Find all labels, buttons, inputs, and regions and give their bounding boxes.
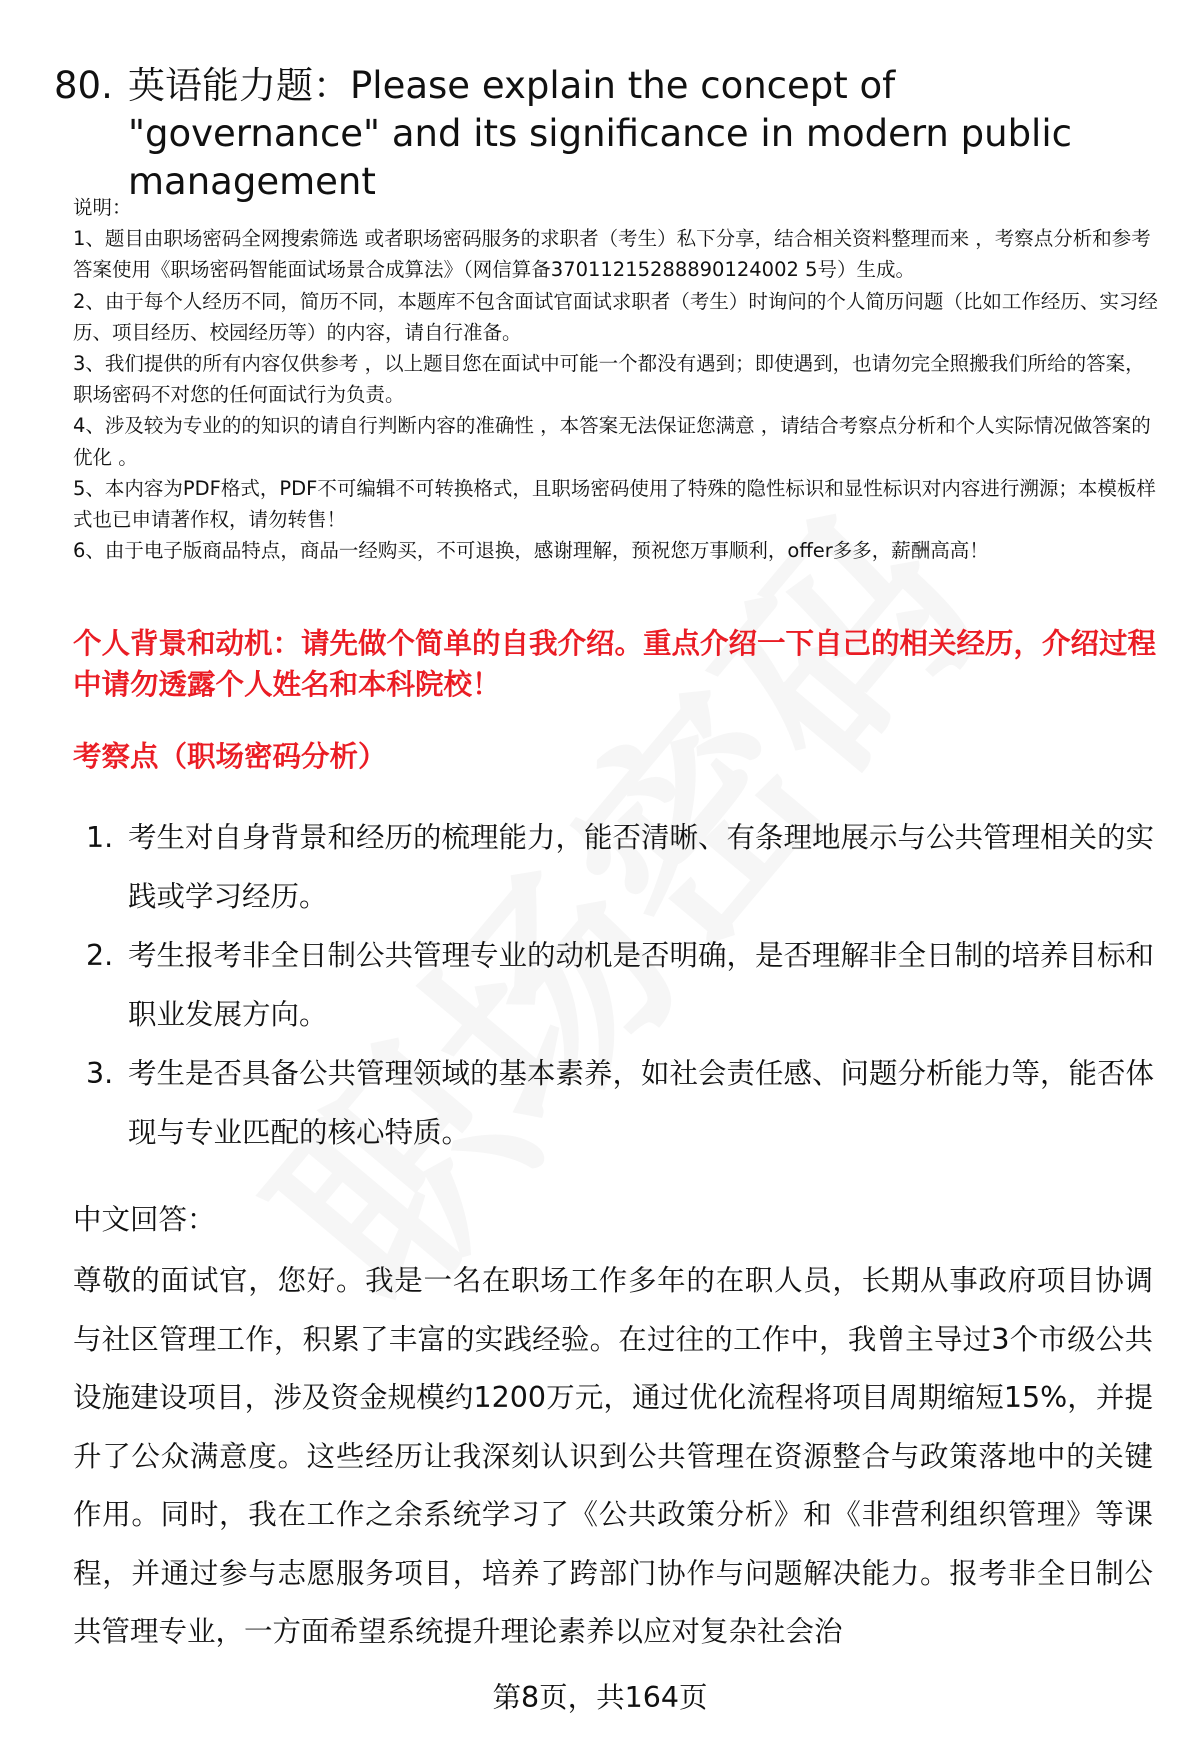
point-number: 3. xyxy=(86,1057,114,1090)
analysis-point xyxy=(86,1044,1166,1162)
point-number: 2. xyxy=(86,939,114,972)
analysis-heading: 考察点（职场密码分析） xyxy=(73,740,387,773)
analysis-point xyxy=(86,808,1166,926)
point-text: 考生是否具备公共管理领域的基本素养，如社会责任感、问题分析能力等，能否体现与专业匹配的核心特质。 xyxy=(128,1057,1155,1149)
answer-text: 尊敬的面试官，您好。我是一名在职场工作多年的在职人员，长期从事政府项目协调与社区管理工作，积累了丰富的实践经验。在过往的工作中，我曾主导过3个市级公共设施建设项目，涉及资金规模约1200万元，通过优化流程将项目周期缩短15%，并提升了公众满意度。这些经历让我深刻认识到公共管理在资源整合与政策落地中的关键作用。同时，我在工作之余系统学习了《公共政策分析》和《非营利组织管理》等课程，并通过参与志愿服务项目，培养了跨部门协作与问题解决能力。报考非全日制公共管理专业，一方面希望系统提升理论素养以应对复杂社会治 xyxy=(73,1264,1153,1648)
notes-heading: 说明： xyxy=(73,196,132,219)
point-number: 1. xyxy=(86,821,114,854)
note-item: 6、由于电子版商品特点，商品一经购买，不可退换，感谢理解，预祝您万事顺利，offer多多，薪酬高高！ xyxy=(73,539,989,563)
note-item: 4、涉及较为专业的的知识的请自行判断内容的准确性 ，本答案无法保证您满意 ，请结合考察点分析和个人实际情况做答案的优化 。 xyxy=(73,414,1151,469)
point-text: 考生报考非全日制公共管理专业的动机是否明确，是否理解非全日制的培养目标和职业发展方向。 xyxy=(128,939,1155,1031)
note-item: 1、题目由职场密码全网搜索筛选 或者职场密码服务的求职者（考生）私下分享，结合相关资料整理而来 ，考察点分析和参考答案使用《职场密码智能面试场景合成算法》（网信算备37011215288890124002 5号）生成。 xyxy=(73,227,1151,282)
note-item: 5、本内容为PDF格式，PDF不可编辑不可转换格式，且职场密码使用了特殊的隐性标识和显性标识对内容进行溯源；本模板样式也已申请著作权，请勿转售！ xyxy=(73,476,1156,532)
question-text: 英语能力题：Please explain the concept of "governance" and its significance in modern public management xyxy=(128,64,1072,203)
analysis-point xyxy=(86,926,1166,1044)
section-heading: 个人背景和动机：请先做个简单的自我介绍。重点介绍一下自己的相关经历，介绍过程中请勿透露个人姓名和本科院校！ xyxy=(73,627,1157,701)
notes-block xyxy=(73,192,1158,566)
point-text: 考生对自身背景和经历的梳理能力，能否清晰、有条理地展示与公共管理相关的实践或学习经历。 xyxy=(128,821,1155,913)
note-item: 2、由于每个人经历不同，简历不同，本题库不包含面试官面试求职者（考生）时询问的个人简历问题（比如工作经历、实习经历、项目经历、校园经历等）的内容，请自行准备。 xyxy=(73,289,1158,344)
question-title xyxy=(54,62,1154,206)
analysis-points xyxy=(86,808,1166,1162)
note-item: 3、我们提供的所有内容仅供参考 ，以上题目您在面试中可能一个都没有遇到；即使遇到，也请勿完全照搬我们所给的答案，职场密码不对您的任何面试行为负责。 xyxy=(73,352,1145,407)
question-number: 80. xyxy=(54,64,113,107)
page-footer: 第8页，共164页 xyxy=(492,1681,708,1714)
answer-label: 中文回答： xyxy=(73,1203,216,1236)
